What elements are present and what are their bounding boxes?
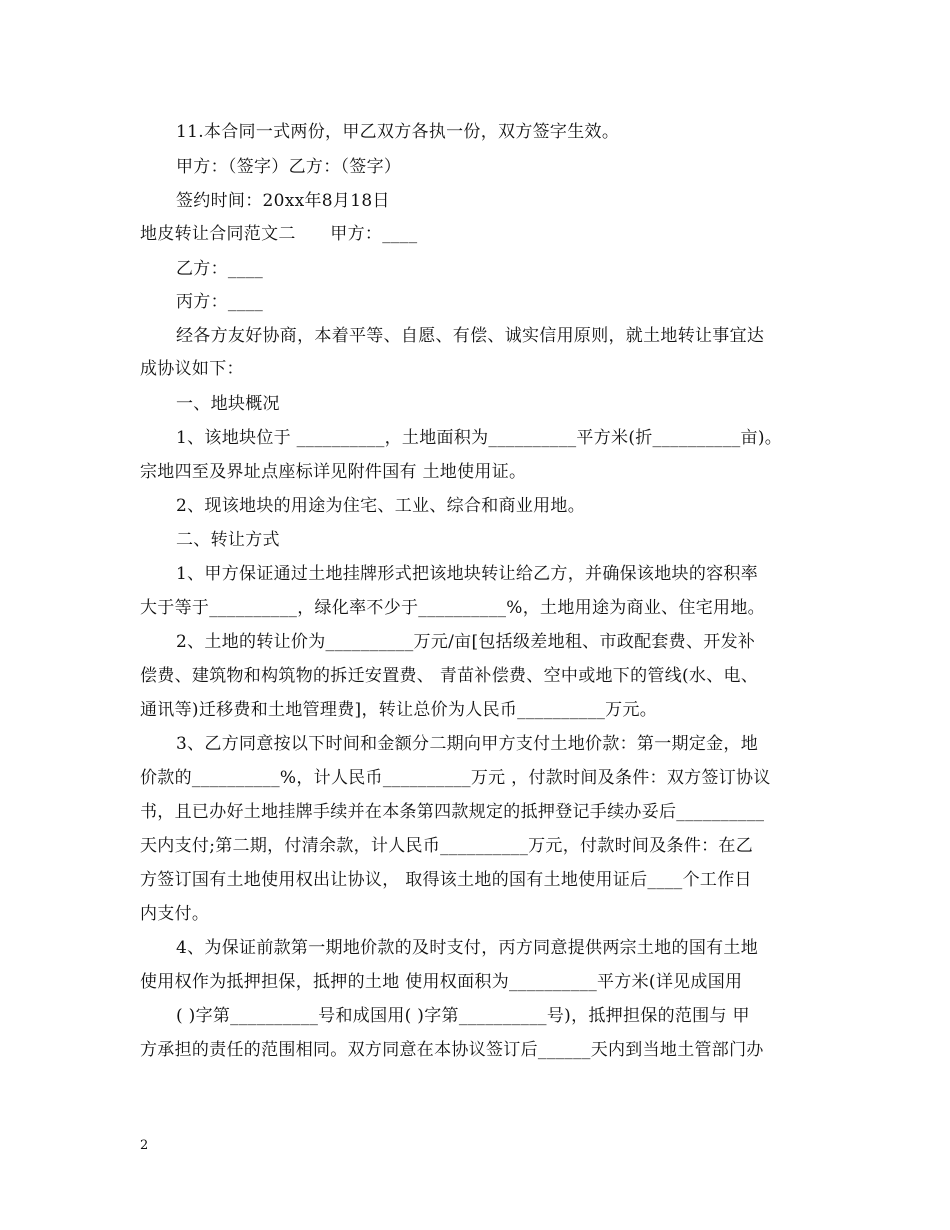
- text-line: 方承担的责任的范围相同。双方同意在本协议签订后______天内到当地土管部门办: [140, 1040, 764, 1060]
- text-line: 书，且已办好土地挂牌手续并在本条第四款规定的抵押登记手续办妥后__________: [140, 802, 765, 822]
- text-line: 2、土地的转让价为__________万元/亩[包括级差地租、市政配套费、开发补: [176, 632, 756, 652]
- text-line: 3、乙方同意按以下时间和金额分二期向甲方支付土地价款：第一期定金，地: [176, 734, 759, 754]
- text-line: 签约时间：20xx年8月18日: [176, 191, 390, 211]
- text-line: 11.本合同一式两份，甲乙双方各执一份，双方签字生效。: [176, 122, 620, 142]
- text-line: ( )字第__________号和成国用( )字第__________号)，抵押担保的范围与 甲: [176, 1006, 750, 1026]
- text-line: 价款的__________%，计人民币__________万元 ，付款时间及条件：双方签订协议: [140, 768, 771, 788]
- text-line: 4、为保证前款第一期地价款的及时支付，丙方同意提供两宗土地的国有土地: [176, 938, 759, 958]
- text-line: 方签订国有土地使用权出让协议， 取得该土地的国有土地使用证后____个工作日: [140, 870, 752, 890]
- text-line: 丙方：____: [176, 292, 264, 312]
- text-line: 使用权作为抵押担保，抵押的土地 使用权面积为__________平方米(详见成国用: [140, 972, 743, 992]
- text-line: 1、该地块位于 __________，土地面积为__________平方米(折__________亩)。: [176, 428, 783, 448]
- text-line: 通讯等)迁移费和土地管理费]，转让总价为人民币__________万元。: [140, 700, 658, 720]
- text-line: 天内支付;第二期，付清余款，计人民币__________万元，付款时间及条件：在乙: [140, 836, 754, 856]
- text-line: 乙方：____: [176, 259, 264, 279]
- text-line: 1、甲方保证通过土地挂牌形式把该地块转让给乙方，并确保该地块的容积率: [176, 564, 759, 584]
- text-line: 成协议如下：: [140, 359, 244, 379]
- text-line: 宗地四至及界址点座标详见附件国有 土地使用证。: [140, 462, 527, 482]
- page-number: 2: [140, 1138, 149, 1153]
- text-line: 大于等于__________，绿化率不少于__________%，土地用途为商业、住宅用地。: [140, 598, 765, 618]
- text-line: 内支付。: [140, 904, 210, 924]
- text-line: 2、现该地块的用途为住宅、工业、综合和商业用地。: [176, 496, 586, 516]
- text-line: 一、地块概况: [176, 394, 280, 414]
- text-line: 甲方：（签字）乙方：（签字）: [176, 157, 402, 177]
- text-line: 经各方友好协商，本着平等、自愿、有偿、诚实信用原则，就土地转让事宜达: [176, 326, 765, 346]
- text-line: 二、转让方式: [176, 530, 280, 550]
- text-line: 偿费、建筑物和构筑物的拆迁安置费、 青苗补偿费、空中或地下的管线(水、电、: [140, 666, 759, 686]
- text-line: 地皮转让合同范文二 甲方：____: [140, 224, 418, 244]
